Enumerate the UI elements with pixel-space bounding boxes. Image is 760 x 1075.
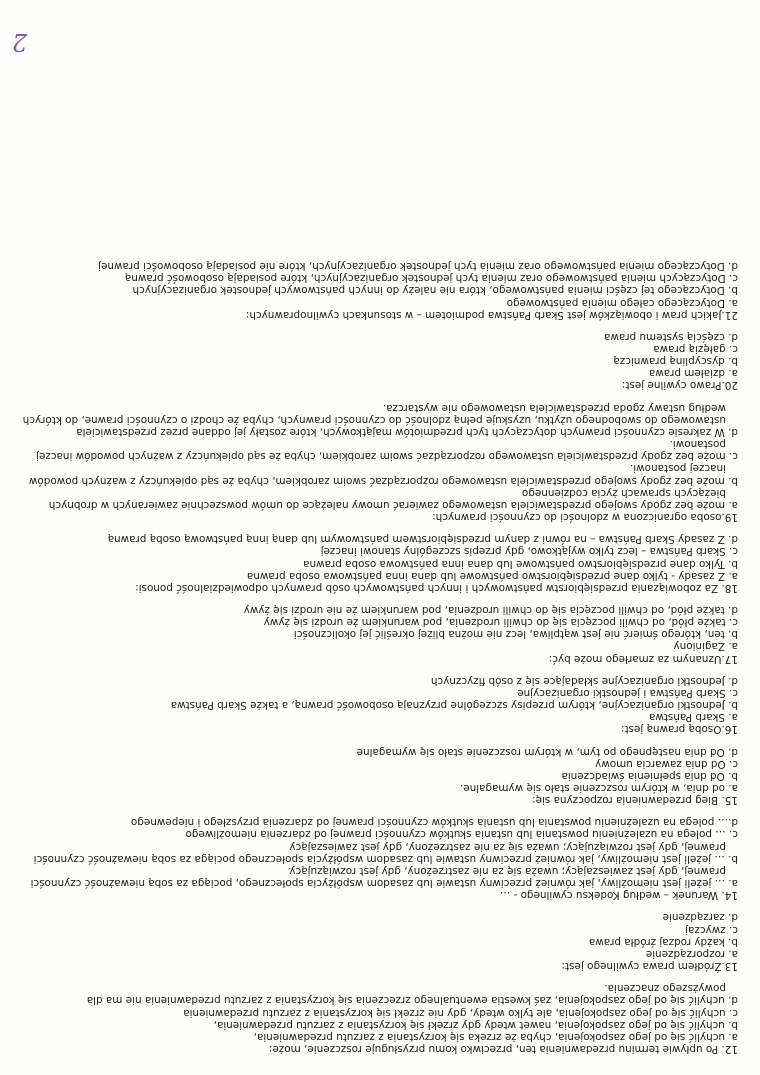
question-15: [22, 745, 738, 806]
answer-option: c. Skarb Państwa – lecz tylko wyjątkowo, gdy przepis szczególny stanowi inaczej: [320, 545, 738, 558]
answer-option: b. … jeżeli jest niemożliwy, jak również przeciwny ustawie lub zasadom współżycia społecznego pociąga za sobą nieważność czynności prawnej, gdy jest rozwiązujący; uważa się za nie zastrzeżony, gdy jest zawieszający: [33, 840, 738, 865]
answer-option: d. także płód, od chwili poczęcia się do chwili urodzenia, pod warunkiem że nie urodzi się żywy: [243, 604, 738, 616]
answer-option: a. Z zasady - tylko dane przedsiębiorstwo państwowe lub dana inna państwowa osoba prawna: [246, 569, 738, 582]
question-text: 15. Bieg przedawnienia rozpoczyna się:: [532, 794, 738, 807]
question-21: [22, 260, 738, 321]
question-text: 18. Za zobowiązania przedsiębiorstw państwowych i innych państwowych osób prawnych odpowiedzialność ponosi:: [135, 581, 738, 594]
question-13: [22, 911, 738, 972]
question-12: [22, 982, 738, 1055]
answer-option: b. ten, którego śmierć nie jest wątpliwa, lecz nie można bliżej określić jej okoliczności: [293, 628, 738, 641]
answer-option: b. Tylko dane przedsiębiorstwo państwowe lub dana inna państwowa osoba prawna: [303, 557, 738, 570]
answer-option: c. może bez zgody przedstawiciela ustawowego rozporządzać swoim zarobkiem, chyba że sąd opiekuńczy z ważnych powodów inaczej postanowi.: [36, 438, 738, 463]
question-text: 20.Prawo cywilne jest:: [621, 379, 738, 392]
question-text: 17.Uznanym za zmarłego może być:: [548, 652, 738, 665]
answer-option: a. uchylić się od jego zaspokojenia, chyba że zrzeka się korzystania z zarzutu przedawnienia,: [253, 1030, 738, 1043]
answer-option: c. Skarb Państwa i jednostki organizacyjne: [517, 686, 738, 699]
answer-option: a. … jeżeli jest niemożliwy, jak również przeciwny ustawie lub zasadom współżycia społecznego, pociąga za sobą nieważność czynności prawnej, gdy jest zawieszający; uważa się za nie zastrzeżony, gdy jest rozwiązujący.: [30, 864, 738, 890]
answer-option: a. może bez zgody swojego przedstawiciela ustawowego zawierać umowy należące do umów powszechnie zawieranych w drobnych bieżących sprawach życia codziennego: [48, 486, 738, 511]
answer-option: a. Dotyczącego całego mienia państwowego: [506, 296, 738, 309]
answer-option: d. Z zasady Skarb Państwa – na równi z danym przedsiębiorstwem państwowym lub daną inną państwową osobą prawną: [107, 533, 738, 546]
answer-option: d.… polega na uzależnieniu powstania lub ustania skutków czynności prawnej od zdarzenia przyszłego i niepewnego: [130, 816, 738, 829]
answer-option: a. działem prawa: [648, 367, 738, 380]
question-text: 21.Jakich praw i obowiązków jest Skarb Państwa podmiotem – w stosunkach cywilnoprawnych:: [245, 308, 738, 321]
question-text: 13.Źródłem prawa cywilnego jest:: [561, 960, 738, 973]
question-text: 16.Osobą prawną jest:: [621, 723, 738, 736]
question-text: 19.osoba ograniczona w zdolności do czynności prawnych:: [432, 511, 738, 524]
answer-option: a. rozporządzenie: [645, 947, 738, 960]
question-14: [22, 816, 738, 901]
answer-option: c. uchylić się od jego zaspokojenia, ale tylko wtedy, gdy nie zrzekł się korzystania z zarzutu przedawnienia: [183, 1006, 738, 1019]
answer-option: c. zwyczaj: [685, 923, 738, 936]
question-text: 14. Warunek – według Kodeksu cywilnego - …: [499, 889, 738, 902]
handwritten-page-number: 2: [12, 28, 28, 56]
question-17: [22, 604, 738, 665]
question-list: [22, 260, 738, 1055]
answer-option: d. Dotyczącego mienia państwowego oraz mienia tych jednostek organizacyjnych, które nie posiadają osobowości prawnej: [98, 260, 738, 273]
question-20: [22, 331, 738, 392]
answer-option: c. Dotyczących mienia państwowego oraz mienia tych jednostek organizacyjnych, które posiadają osobowość prawną: [124, 272, 738, 285]
answer-option: b. Dotyczącego tej części mienia państwowego, która nie należy do innych państwowych jednostek organizacyjnych: [132, 284, 738, 297]
answer-option: b. Od dnia spełnienia świadczenia: [561, 769, 738, 782]
answer-option: d. zarządzenie: [662, 911, 738, 924]
answer-option: d. W zakresie czynności prawnych dotyczących tych przedmiotów majątkowych, które zostały jej oddane przez przedstawiciela ustawowego do swobodnego użytku, uzyskuje pełną zdolność do czynności prawnych, chyba że chodzi o czynności prawne, do których według ustawy zgoda przedstawiciela ustawowego nie wystarcza.: [22, 401, 738, 438]
answer-option: b. może bez zgody swojego przedstawiciela ustawowego rozporządzać swoim zarobkiem, chyba że sąd opiekuńczy z ważnych powodów inaczej postanowi.: [28, 462, 738, 487]
question-text: 12. Po upływie terminu przedawnienia ten, przeciwko komu przysługuje roszczenie, może:: [268, 1043, 738, 1055]
answer-option: d. częścią systemu prawa: [604, 330, 738, 343]
answer-option: c. gałęzią prawa: [653, 343, 738, 356]
answer-option: c. także płód, od chwili poczęcia się do chwili urodzenia, pod warunkiem że urodzi się żywy: [263, 616, 738, 629]
answer-option: b. uchylić się od jego zaspokojenia, nawet wtedy gdy zrzekł się korzystania z zarzutu przedawnienia,: [213, 1018, 738, 1031]
answer-option: a. od dnia, w którym roszczenie stało się wymagalne.: [459, 782, 738, 795]
question-18: [22, 533, 738, 594]
answer-option: b. Jednostki organizacyjne, którym przepisy szczególne przyznają osobowość prawną, a także Skarb Państwa: [170, 699, 738, 712]
answer-option: d. Jednostki organizacyjne składające się z osób fizycznych: [430, 674, 738, 687]
answer-option: b. dyscypliną prawniczą: [613, 355, 738, 368]
question-19: [22, 402, 738, 524]
answer-option: d. uchylić się od jego zaspokojenia, zaś kwestia ewentualnego zrzeczenia się korzystania z zarzutu przedawnienia nie ma dla powyższego znaczenia.: [86, 982, 738, 1007]
question-16: [22, 675, 738, 736]
answer-option: b. każdy rodzaj źródła prawa: [588, 935, 738, 948]
answer-option: c. Od dnia zawarcia umowy: [595, 757, 738, 770]
answer-option: a. Zaginiony: [673, 640, 738, 653]
answer-option: a. Skarb Państwa: [648, 711, 738, 724]
answer-option: c. … polega na uzależnieniu powstania lub ustania skutków czynności prawnej od zdarzenia niemożliwego: [185, 828, 738, 841]
answer-option: d. Od dnia następnego po tym, w którym roszczenie stało się wymagalne: [356, 745, 738, 758]
